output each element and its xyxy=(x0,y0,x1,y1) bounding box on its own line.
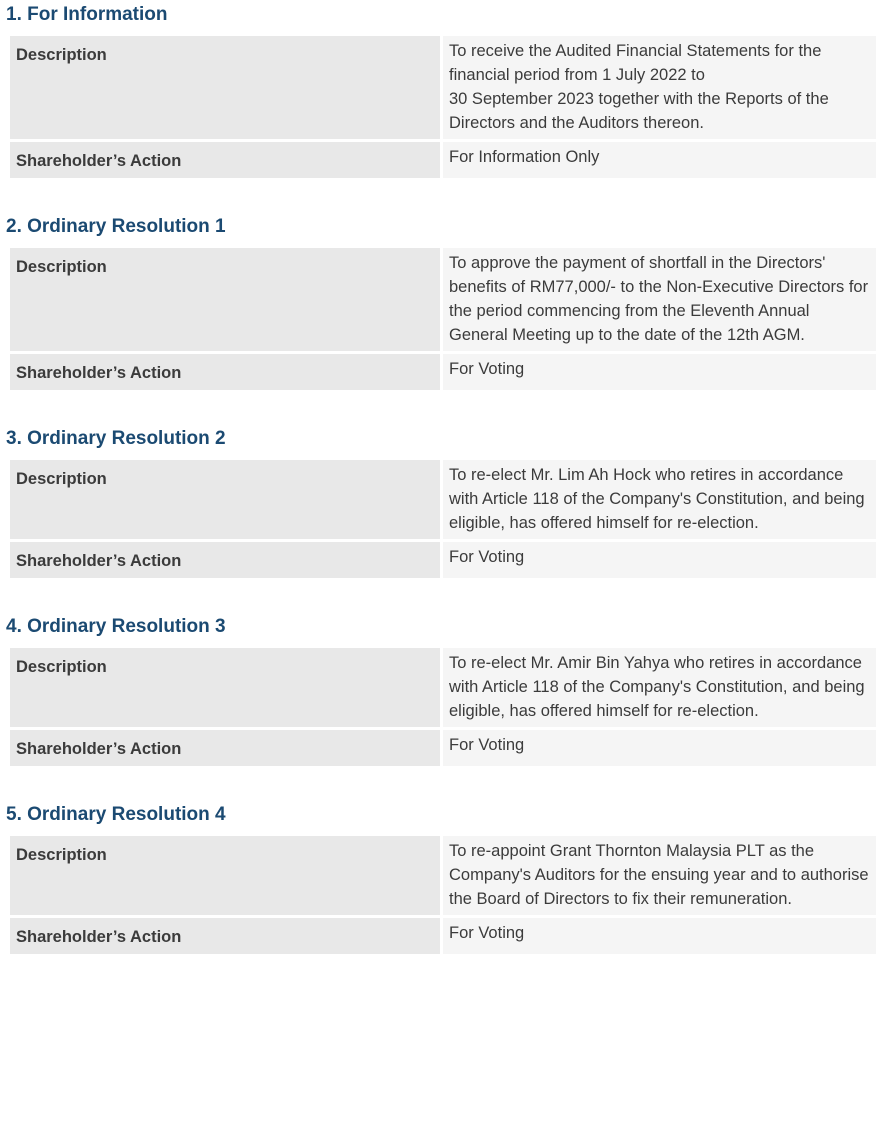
action-label: Shareholder’s Action xyxy=(10,542,440,578)
description-row xyxy=(10,460,876,539)
section-title: 3. Ordinary Resolution 2 xyxy=(6,428,226,449)
description-value: To re-appoint Grant Thornton Malaysia PLT as the Company's Auditors for the ensuing year and to authorise the Board of Directors to fix their remuneration. xyxy=(443,836,876,915)
action-row xyxy=(10,354,876,390)
section-title: 5. Ordinary Resolution 4 xyxy=(6,804,226,825)
agenda-item-4 xyxy=(0,612,883,800)
description-label: Description xyxy=(10,36,440,139)
agenda-item-1 xyxy=(0,0,883,212)
action-label: Shareholder’s Action xyxy=(10,354,440,390)
description-row xyxy=(10,648,876,727)
agenda-table xyxy=(7,33,879,181)
description-value: To re-elect Mr. Amir Bin Yahya who retires in accordance with Article 118 of the Company's Constitution, and being eligible, has offered himself for re-election. xyxy=(443,648,876,727)
description-label: Description xyxy=(10,460,440,539)
action-value: For Voting xyxy=(443,730,876,766)
action-label: Shareholder’s Action xyxy=(10,142,440,178)
description-label: Description xyxy=(10,836,440,915)
action-row xyxy=(10,918,876,954)
section-title: 4. Ordinary Resolution 3 xyxy=(6,616,226,637)
action-value: For Voting xyxy=(443,354,876,390)
description-value: To approve the payment of shortfall in the Directors' benefits of RM77,000/- to the Non-Executive Directors for the period commencing from the Eleventh Annual General Meeting up to the date of the 12th AGM. xyxy=(443,248,876,351)
agenda-table xyxy=(7,645,879,769)
agenda-table xyxy=(7,245,879,393)
action-value: For Information Only xyxy=(443,142,876,178)
description-label: Description xyxy=(10,648,440,727)
description-row xyxy=(10,836,876,915)
action-row xyxy=(10,542,876,578)
agenda-item-2 xyxy=(0,212,883,424)
agenda-table xyxy=(7,833,879,957)
action-value: For Voting xyxy=(443,918,876,954)
description-row xyxy=(10,248,876,351)
description-row xyxy=(10,36,876,139)
agenda-item-3 xyxy=(0,424,883,612)
description-value: To re-elect Mr. Lim Ah Hock who retires in accordance with Article 118 of the Company's Constitution, and being eligible, has offered himself for re-election. xyxy=(443,460,876,539)
agenda-table xyxy=(7,457,879,581)
section-title: 2. Ordinary Resolution 1 xyxy=(6,216,226,237)
description-value: To receive the Audited Financial Statements for the financial period from 1 July 2022 to 30 September 2023 together with the Reports of the Directors and the Auditors thereon. xyxy=(443,36,876,139)
action-row xyxy=(10,730,876,766)
description-label: Description xyxy=(10,248,440,351)
agenda-item-5 xyxy=(0,800,883,957)
action-label: Shareholder’s Action xyxy=(10,730,440,766)
section-title: 1. For Information xyxy=(6,4,168,25)
action-row xyxy=(10,142,876,178)
action-label: Shareholder’s Action xyxy=(10,918,440,954)
action-value: For Voting xyxy=(443,542,876,578)
